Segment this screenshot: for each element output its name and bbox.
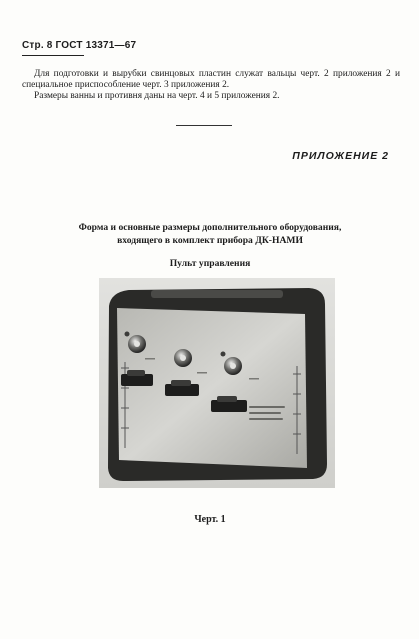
- carry-handle: [151, 290, 283, 298]
- paragraph: Размеры ванны и противня даны на черт. 4 и 5 приложения 2.: [34, 91, 280, 102]
- indicator-lamp-icon: [125, 332, 130, 337]
- header-rule: [22, 55, 84, 56]
- knob-right-icon: [224, 357, 242, 375]
- section-separator: [176, 125, 232, 126]
- section-title: [40, 221, 380, 247]
- figure-subtitle: Пульт управления: [169, 258, 251, 269]
- knob-center-icon: [174, 349, 192, 367]
- section-title-line: Форма и основные размеры дополнительного оборудования,: [78, 222, 342, 233]
- control-panel-photo: [99, 278, 335, 488]
- figure-caption: Черт. 1: [194, 514, 226, 525]
- knob-left-icon: [128, 335, 146, 353]
- appendix-label: ПРИЛОЖЕНИЕ 2: [292, 150, 389, 162]
- page-header: Стр. 8 ГОСТ 13371—67: [22, 40, 137, 51]
- indicator-lamp-icon: [221, 352, 226, 357]
- front-panel: [117, 308, 307, 468]
- paragraph: Для подготовки и вырубки свинцовых пластин служат вальцы черт. 2 приложения 2 и специальное приспособление черт. 3 приложения 2.: [22, 69, 400, 91]
- section-title-line: входящего в комплект прибора ДК-НАМИ: [117, 235, 303, 246]
- body-text: [22, 69, 400, 103]
